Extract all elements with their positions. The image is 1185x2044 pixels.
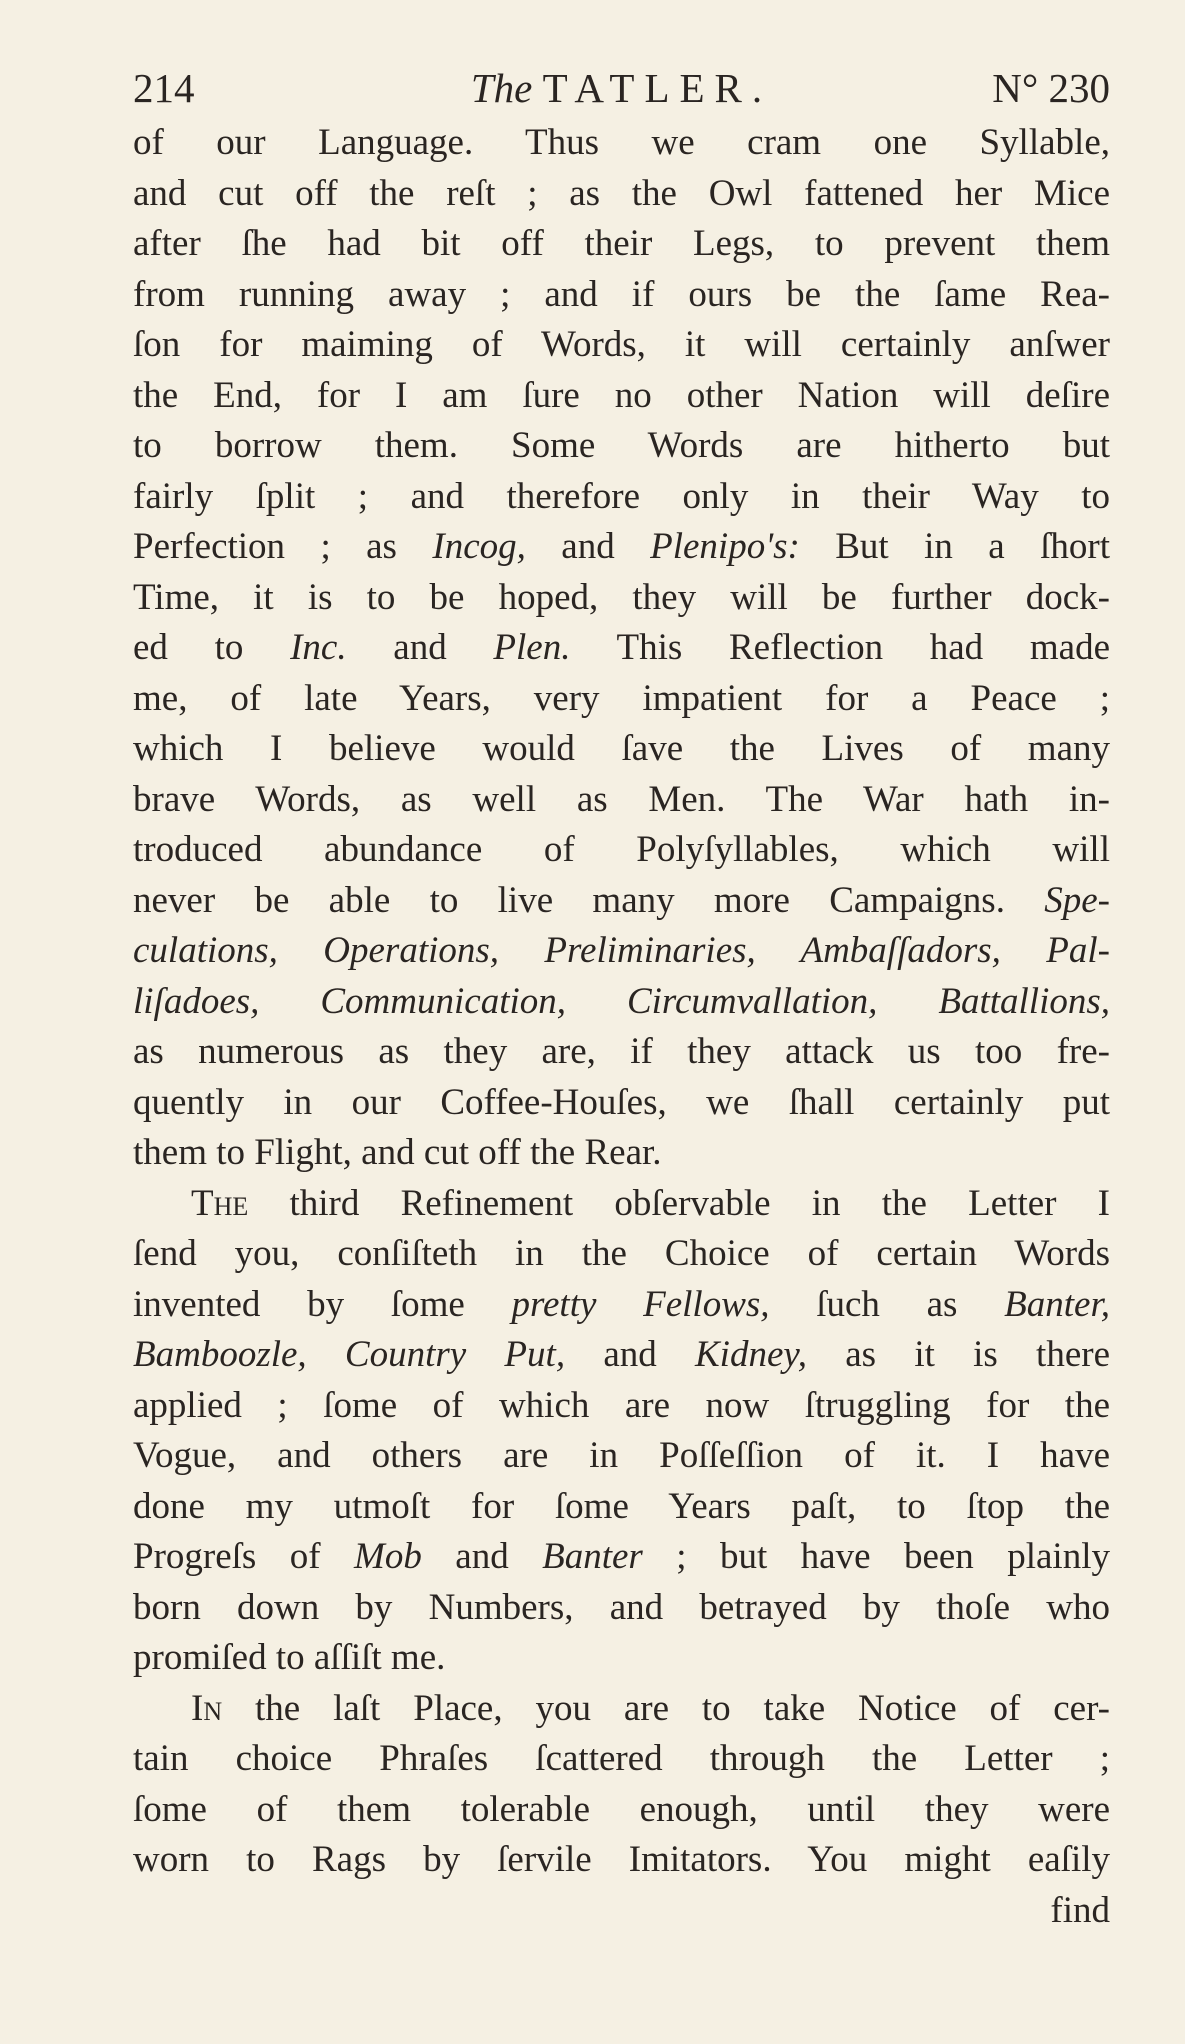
text-line: from running away ; and if ours be the ſame Rea- <box>133 273 1110 315</box>
italic-word: Inc. <box>290 627 347 668</box>
text-segment: and <box>346 627 494 668</box>
text-line: which I believe would ſave the Lives of many <box>133 728 1110 769</box>
text-line: them to Flight, and cut off the Rear. <box>133 1132 662 1173</box>
text-line: Vogue, and others are in Poſſeſſion of it. I have <box>133 1435 1110 1476</box>
text-line: after ſhe had bit off their Legs, to prevent them <box>133 223 1110 264</box>
text-line: fairly ſplit ; and therefore only in their Way to <box>133 475 1110 517</box>
text-line <box>133 623 1110 674</box>
italic-list: liſadoes, Communication, Circumvallation, Battallions, <box>133 980 1110 1022</box>
text-segment: as it is there <box>807 1334 1110 1375</box>
text-line: brave Words, as well as Men. The War hath in- <box>133 778 1110 820</box>
italic-word: pretty Fellows, <box>511 1283 770 1325</box>
title-main: TATLER. <box>542 65 773 111</box>
catchword: find <box>1050 1889 1110 1931</box>
text-segment: ; but have been plainly <box>642 1536 1110 1577</box>
text-segment: ed to <box>133 627 291 668</box>
running-title <box>133 58 1110 118</box>
text-line <box>133 876 1110 927</box>
body-text <box>133 118 1110 1936</box>
text-segment: ſuch as <box>769 1283 1005 1325</box>
text-line: ſome of them tolerable enough, until they were <box>133 1788 1110 1830</box>
text-line: of our Language. Thus we cram one Syllable, <box>133 122 1110 163</box>
text-line: ſon for maiming of Words, it will certainly anſwer <box>133 324 1110 365</box>
text-line: to borrow them. Some Words are hitherto but <box>133 425 1110 466</box>
italic-word: Incog, <box>432 526 526 567</box>
text-line: me, of late Years, very impatient for a Peace ; <box>133 677 1110 719</box>
text-segment: But in a ſhort <box>799 526 1110 567</box>
paragraph-start <box>133 1684 1110 1735</box>
italic-word: Plenipo's: <box>650 526 800 567</box>
text-line: promiſed to aſſiſt me. <box>133 1637 446 1678</box>
paragraph-start <box>133 1179 1110 1230</box>
text-line: the End, for I am ſure no other Nation will deſire <box>133 374 1110 416</box>
page-number: 214 <box>133 65 195 111</box>
text-line <box>133 1330 1110 1381</box>
text-line: troduced abundance of Polyſyllables, which will <box>133 829 1110 870</box>
text-segment: invented by ſome <box>133 1283 512 1325</box>
running-head <box>133 58 1110 118</box>
text-segment: Perfection ; as <box>133 526 433 567</box>
text-segment: This Reflection had made <box>570 627 1110 668</box>
italic-word: Plen. <box>493 627 571 668</box>
text-segment: and <box>525 526 651 567</box>
italic-word: Spe- <box>1044 879 1110 921</box>
text-line: done my utmoſt for ſome Years paſt, to ſtop the <box>133 1485 1110 1527</box>
text-line: quently in our Coffee-Houſes, we ſhall certainly put <box>133 1081 1110 1123</box>
text-line: and cut off the reſt ; as the Owl fattened her Mice <box>133 172 1110 214</box>
text-line <box>133 1280 1110 1331</box>
text-line: born down by Numbers, and betrayed by thoſe who <box>133 1586 1110 1628</box>
text-segment: never be able to live many more Campaigns. <box>133 879 1045 921</box>
text-line <box>133 1532 1110 1583</box>
italic-word: Bamboozle, Country Put, <box>133 1334 566 1375</box>
text-segment: the laſt Place, you are to take Notice of cer- <box>222 1687 1110 1729</box>
small-caps-word: The <box>191 1182 249 1224</box>
text-segment: third Refinement obſervable in the Letter I <box>248 1182 1110 1224</box>
text-line <box>133 977 1110 1028</box>
title-prefix: The <box>470 65 533 111</box>
italic-word: Kidney, <box>695 1334 808 1375</box>
text-line: tain choice Phraſes ſcattered through the Letter ; <box>133 1738 1110 1779</box>
text-line <box>133 926 1110 977</box>
italic-word: Mob <box>354 1536 422 1577</box>
text-line <box>133 522 1110 573</box>
text-segment: and <box>565 1334 695 1375</box>
text-line: worn to Rags by ſervile Imitators. You might eaſily <box>133 1839 1110 1880</box>
text-line: applied ; ſome of which are now ſtruggling for the <box>133 1384 1110 1426</box>
text-line: as numerous as they are, if they attack us too fre- <box>133 1031 1110 1072</box>
small-caps-word: In <box>191 1687 223 1729</box>
issue-number: N° 230 <box>992 65 1110 111</box>
italic-word: Banter, <box>1004 1283 1110 1325</box>
text-line: Time, it is to be hoped, they will be further dock- <box>133 576 1110 618</box>
text-segment: Progreſs of <box>133 1536 355 1577</box>
text-segment: and <box>421 1536 543 1577</box>
italic-word: Banter <box>542 1536 643 1577</box>
italic-list: culations, Operations, Preliminaries, Ambaſſadors, Pal- <box>133 930 1110 971</box>
text-line: ſend you, conſiſteth in the Choice of certain Words <box>133 1233 1110 1274</box>
